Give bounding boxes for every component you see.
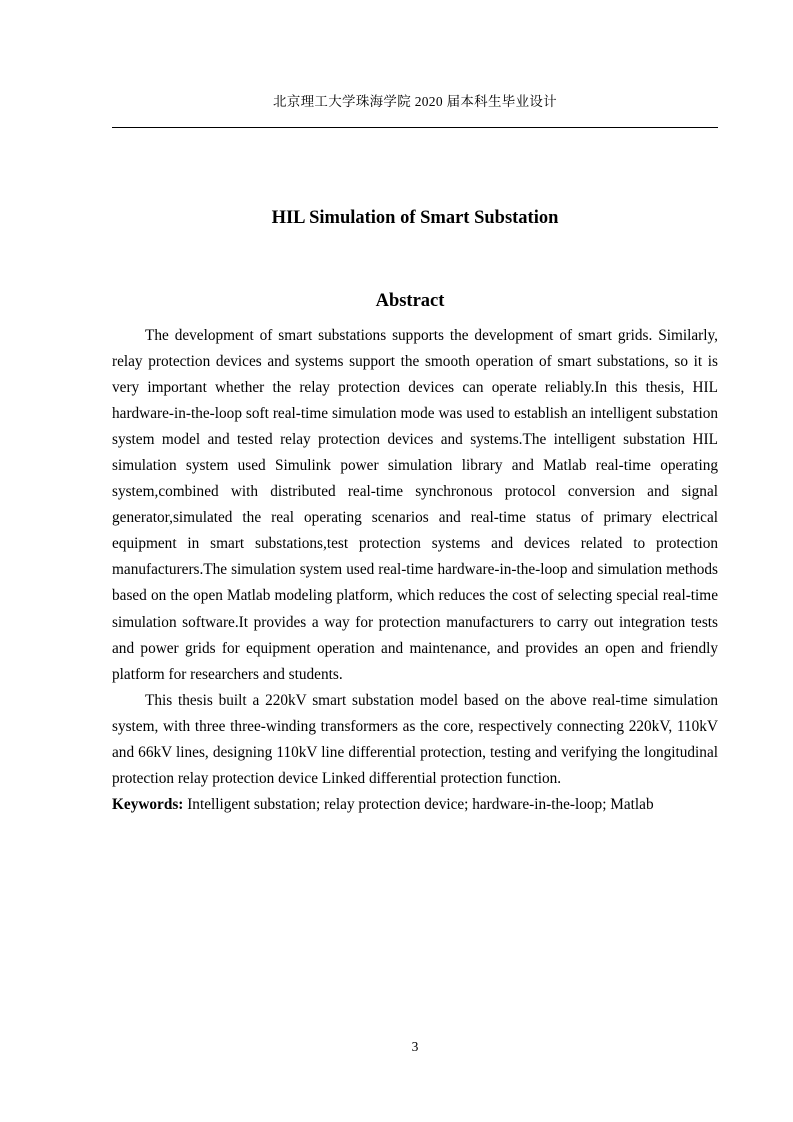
keywords-label: Keywords:	[112, 795, 184, 813]
abstract-paragraph: The development of smart substations supports the development of smart grids. Similarly, relay protection devices and systems support the smooth operation of smart substations, so it is very important whether the relay protection devices can operate reliably.In this thesis, HIL hardware-in-the-loop soft real-time simulation mode was used to establish an intelligent substation system model and tested relay protection devices and systems.The intelligent substation HIL simulation system used Simulink power simulation library and Matlab real-time operating system,combined with distributed real-time synchronous protocol conversion and signal generator,simulated the real operating scenarios and real-time status of primary electrical equipment in smart substations,test protection systems and devices related to protection manufacturers.The simulation system used real-time hardware-in-the-loop and simulation methods based on the open Matlab modeling platform, which reduces the cost of selecting special real-time simulation software.It provides a way for protection manufacturers to carry out integration tests and power grids for equipment operation and maintenance, and provides an open and friendly platform for researchers and students.	[112, 327, 718, 683]
running-header: 北京理工大学珠海学院 2020 届本科生毕业设计	[273, 94, 557, 109]
header-divider	[112, 127, 718, 128]
keywords-text: Intelligent substation; relay protection device; hardware-in-the-loop; Matlab	[183, 795, 654, 813]
document-title: HIL Simulation of Smart Substation	[271, 208, 559, 228]
keywords-line	[112, 792, 718, 818]
abstract-paragraph: This thesis built a 220kV smart substation model based on the above real-time simulation system, with three three-winding transformers as the core, respectively connecting 220kV, 110kV and 66kV lines, designing 110kV line differential protection, testing and verifying the longitudinal protection relay protection device Linked differential protection function.	[112, 691, 718, 787]
page-number: 3	[411, 1039, 419, 1054]
abstract-heading: Abstract	[375, 291, 445, 311]
abstract-body	[112, 323, 718, 818]
